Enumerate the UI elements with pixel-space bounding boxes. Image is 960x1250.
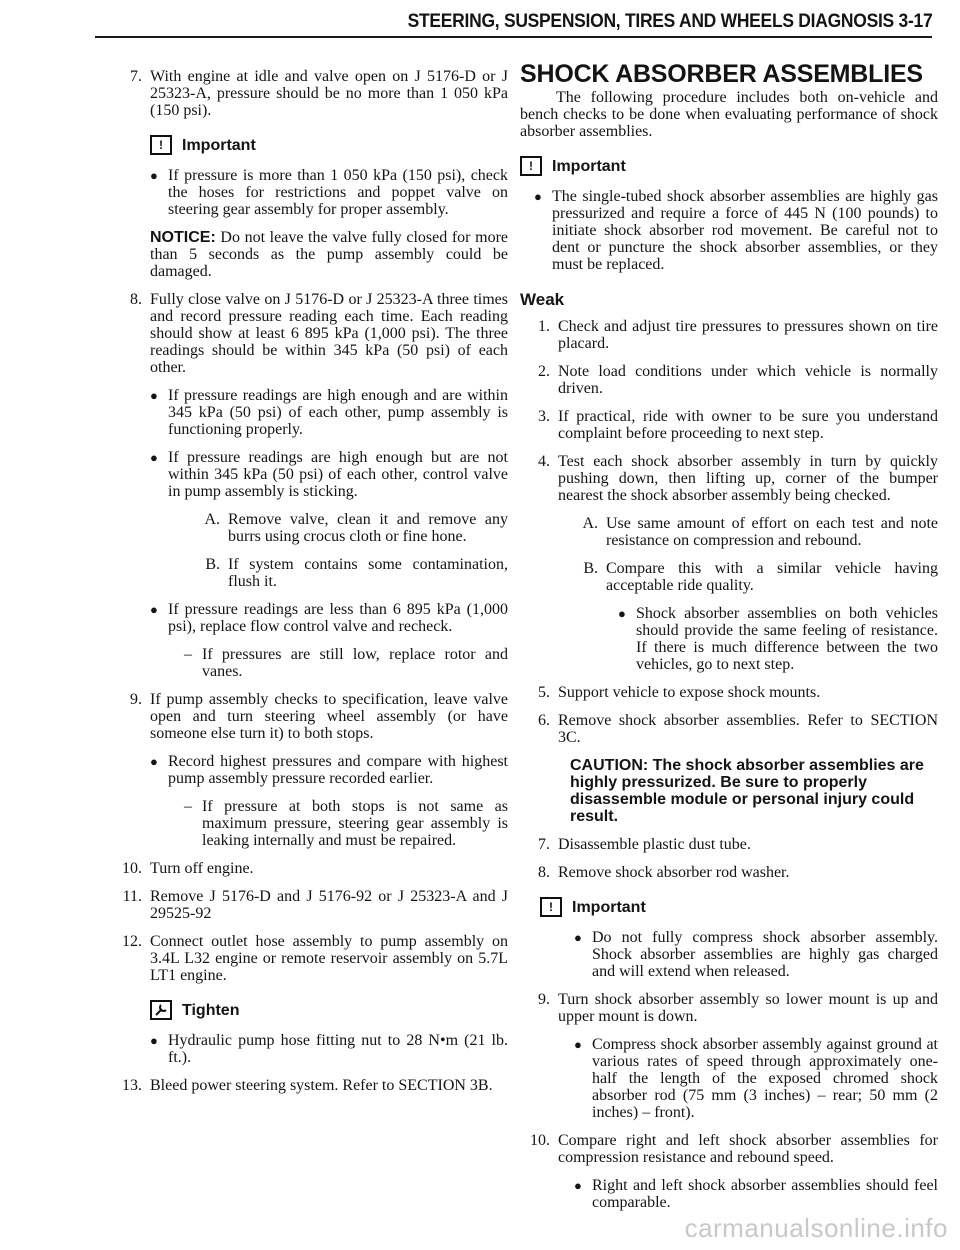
bullet-icon: ● (534, 189, 542, 204)
substep-letter: B. (583, 560, 598, 577)
step-9 (112, 691, 508, 742)
bullet-item (150, 167, 508, 218)
dash-item (184, 798, 508, 849)
bullet-item (574, 1177, 938, 1211)
step-1 (520, 318, 938, 352)
notice-block (150, 229, 508, 280)
bullet-text: Record highest pressures and compare with highest pump assembly pressure recorded earlier. (168, 753, 508, 787)
bullet-text: Do not fully compress shock absorber assembly. Shock absorber assemblies are highly gas charged and will extend when released. (592, 929, 938, 980)
step-text: Bleed power steering system. Refer to SECTION 3B. (150, 1077, 493, 1094)
substep-text: If system contains some contamination, flush it. (228, 556, 508, 590)
substep-A (572, 515, 938, 549)
dash-text: If pressure at both stops is not same as maximum pressure, steering gear assembly is leaking internally and must be repaired. (202, 798, 508, 849)
step-number: 4. (538, 453, 550, 470)
tighten-note (150, 1000, 508, 1020)
step-8 (520, 864, 938, 881)
step-number: 13. (122, 1077, 142, 1094)
step-11 (112, 888, 508, 922)
step-text: Test each shock absorber assembly in turn by quickly pushing down, then lifting up, corner of the bumper nearest the shock absorber assembly being checked. (558, 453, 938, 504)
step-text: Check and adjust tire pressures to pressures shown on tire placard. (558, 318, 938, 352)
step-4 (520, 453, 938, 504)
substep-A (194, 511, 508, 545)
wrench-icon (150, 1000, 172, 1020)
important-label: Important (552, 157, 626, 175)
substep-B (572, 560, 938, 594)
step-2 (520, 363, 938, 397)
step-number: 7. (130, 68, 142, 85)
step-text: Remove J 5176-D and J 5176-92 or J 25323-A and J 29525-92 (150, 888, 508, 922)
important-icon: ! (540, 897, 562, 917)
bullet-text: The single-tubed shock absorber assemblies are highly gas pressurized and require a force of 445 N (100 pounds) to initiate shock absorber rod movement. Be careful not to dent or puncture the shock absorber assemblies, or they must be replaced. (552, 188, 938, 273)
important-note (520, 156, 938, 176)
substep-letter: A. (582, 515, 598, 532)
substep-text: Use same amount of effort on each test and note resistance on compression and rebound. (606, 515, 938, 549)
substep-text: Remove valve, clean it and remove any burrs using crocus cloth or fine hone. (228, 511, 508, 545)
step-number: 10. (122, 860, 142, 877)
step-number: 5. (538, 684, 550, 701)
bullet-text: Shock absorber assemblies on both vehicles should provide the same feeling of resistance. If there is much difference between the two vehicles, go to next step. (636, 605, 938, 673)
step-3 (520, 408, 938, 442)
step-number: 7. (538, 836, 550, 853)
important-label: Important (572, 898, 646, 916)
bullet-item (150, 601, 508, 635)
bullet-item (150, 387, 508, 438)
left-column (112, 68, 508, 1105)
dash-icon: – (184, 646, 192, 663)
step-10 (520, 1132, 938, 1166)
step-text: Disassemble plastic dust tube. (558, 836, 751, 853)
intro-paragraph: The following procedure includes both on-vehicle and bench checks to be done when evaluating performance of shock absorber assemblies. (520, 89, 938, 140)
page-title: STEERING, SUSPENSION, TIRES AND WHEELS DIAGNOSIS 3-17 (407, 11, 932, 32)
bullet-item (574, 1036, 938, 1121)
bullet-text: If pressure readings are high enough and are within 345 kPa (50 psi) of each other, pump assembly is functioning properly. (168, 387, 508, 438)
step-text: Support vehicle to expose shock mounts. (558, 684, 821, 701)
step-number: 10. (530, 1132, 550, 1149)
step-text: Connect outlet hose assembly to pump assembly on 3.4L L32 engine or remote reservoir assembly on 5.7L LT1 engine. (150, 933, 508, 984)
bullet-icon: ● (150, 1033, 158, 1048)
tighten-label: Tighten (182, 1001, 240, 1019)
bullet-text: Hydraulic pump hose fitting nut to 28 N•m (21 lb. ft.). (168, 1032, 508, 1066)
step-text: If pump assembly checks to specification, leave valve open and turn steering wheel assembly (or have someone else turn it) to both stops. (150, 691, 508, 742)
step-text: Turn shock absorber assembly so lower mount is up and upper mount is down. (558, 991, 938, 1025)
step-text: Remove shock absorber assemblies. Refer to SECTION 3C. (558, 712, 938, 746)
bullet-text: If pressure readings are high enough but are not within 345 kPa (50 psi) of each other, control valve in pump assembly is sticking. (168, 449, 508, 500)
bullet-item (574, 929, 938, 980)
step-13 (112, 1077, 508, 1094)
bullet-icon: ● (574, 930, 582, 945)
section-title: SHOCK ABSORBER ASSEMBLIES (520, 60, 923, 88)
subheading-weak: Weak (520, 290, 565, 309)
step-number: 12. (122, 933, 142, 950)
bullet-text: If pressure is more than 1 050 kPa (150 psi), check the hoses for restrictions and poppet valve on steering gear assembly for proper assembly. (168, 167, 508, 218)
step-text: If practical, ride with owner to be sure you understand complaint before proceeding to next step. (558, 408, 938, 442)
step-number: 3. (538, 408, 550, 425)
bullet-text: Right and left shock absorber assemblies should feel comparable. (592, 1177, 938, 1211)
step-5 (520, 684, 938, 701)
important-label: Important (182, 136, 256, 154)
bullet-icon: ● (150, 388, 158, 403)
substep-B (194, 556, 508, 590)
bullet-item (150, 753, 508, 787)
watermark: carmanualsonline.info (684, 1213, 948, 1243)
step-number: 11. (122, 888, 142, 905)
step-number: 9. (538, 991, 550, 1008)
bullet-icon: ● (574, 1037, 582, 1052)
page-header (95, 8, 932, 38)
step-text: Remove shock absorber rod washer. (558, 864, 790, 881)
bullet-icon: ● (574, 1178, 582, 1193)
step-12 (112, 933, 508, 984)
dash-item (184, 646, 508, 680)
step-number: 2. (538, 363, 550, 380)
important-note (540, 897, 938, 917)
step-7 (520, 836, 938, 853)
substep-letter: A. (204, 511, 220, 528)
dash-text: If pressures are still low, replace rotor and vanes. (202, 646, 508, 680)
step-number: 1. (538, 318, 550, 335)
step-9 (520, 991, 938, 1025)
important-note (150, 135, 508, 155)
dash-icon: – (184, 798, 192, 815)
bullet-icon: ● (618, 606, 626, 621)
bullet-icon: ● (150, 450, 158, 465)
step-number: 6. (538, 712, 550, 729)
step-number: 8. (130, 291, 142, 308)
bullet-item (150, 1032, 508, 1066)
step-text: Turn off engine. (150, 860, 254, 877)
step-10 (112, 860, 508, 877)
bullet-icon: ● (150, 168, 158, 183)
bullet-text: If pressure readings are less than 6 895 kPa (1,000 psi), replace flow control valve and recheck. (168, 601, 508, 635)
step-text: Note load conditions under which vehicle is normally driven. (558, 363, 938, 397)
right-column (520, 60, 938, 1222)
step-text: Compare right and left shock absorber assemblies for compression resistance and rebound speed. (558, 1132, 938, 1166)
step-number: 8. (538, 864, 550, 881)
bullet-icon: ● (150, 602, 158, 617)
step-text: With engine at idle and valve open on J 5176-D or J 25323-A, pressure should be no more than 1 050 kPa (150 psi). (150, 68, 508, 119)
notice-label: NOTICE: (150, 229, 216, 246)
bullet-icon: ● (150, 754, 158, 769)
bullet-item (534, 188, 938, 273)
important-icon: ! (150, 135, 172, 155)
step-text: Fully close valve on J 5176-D or J 25323-A three times and record pressure reading each time. Each reading should show at least 6 895 kPa (1,000 psi). The three readings should be within 345 kPa (50 psi) of each other. (150, 291, 508, 376)
step-6 (520, 712, 938, 746)
notice-text: Do not leave the valve fully closed for more than 5 seconds as the pump assembly could be damaged. (150, 229, 509, 280)
bullet-item (618, 605, 938, 673)
step-8 (112, 291, 508, 376)
important-icon: ! (520, 156, 542, 176)
caution-block: CAUTION: The shock absorber assemblies are highly pressurized. Be sure to properly disassemble module or personal injury could result. (570, 757, 924, 825)
step-7 (112, 68, 508, 119)
substep-text: Compare this with a similar vehicle having acceptable ride quality. (606, 560, 938, 594)
step-number: 9. (130, 691, 142, 708)
bullet-text: Compress shock absorber assembly against ground at various rates of speed through approximately one-half the length of the exposed chromed shock absorber rod (75 mm (3 inches) – rear; 50 mm (2 inches) – front). (592, 1036, 938, 1121)
substep-letter: B. (205, 556, 220, 573)
bullet-item (150, 449, 508, 500)
